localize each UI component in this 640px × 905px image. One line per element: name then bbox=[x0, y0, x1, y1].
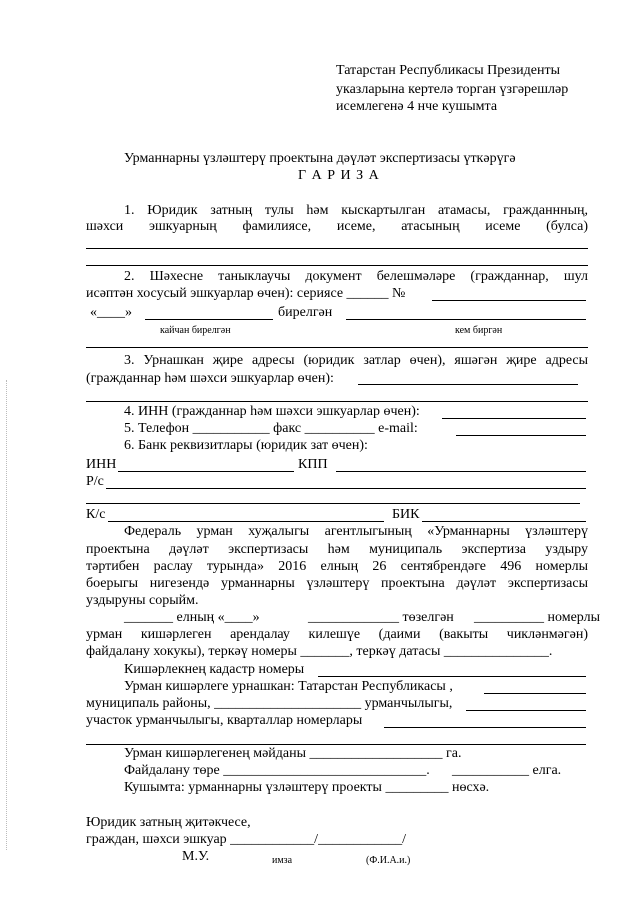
location-field[interactable] bbox=[484, 693, 586, 694]
item-3-line-1: 3. Урнашкан җире адресы (юридик затлар өчен), яшәгән җире адресы bbox=[124, 353, 588, 368]
caption-issue-date: кайчан бирелгән bbox=[160, 325, 231, 336]
lease-number-label: __________ номерлы bbox=[474, 610, 601, 625]
issue-date-field[interactable] bbox=[145, 319, 273, 320]
location-label: Урман кишәрлеге урнашкан: Татарстан Республикасы , bbox=[124, 679, 453, 694]
use-type-label: Файдалану төре _____________________________. bbox=[124, 763, 430, 778]
item-2-line-1: 2. Шәхесне таныклаучы документ белешмәләре (гражданнар, шул bbox=[124, 269, 588, 284]
lease-line-2: урман кишәрлеген арендалау килешүе (даими (вакыты чикләнмәгән) bbox=[86, 627, 588, 642]
signature-title: Юридик затның җитәкчесе, bbox=[86, 815, 251, 830]
rs-field[interactable] bbox=[106, 488, 586, 489]
header-line-2: указларына кертелә торган үзгәрешләр bbox=[336, 82, 569, 97]
caption-signature: имза bbox=[272, 855, 293, 866]
district-label: муниципаль районы, _____________________ урманчылыгы, bbox=[86, 696, 453, 711]
item-5-label: 5. Телефон ___________ факс __________ e-mail: bbox=[124, 421, 418, 436]
request-line-2: проектына дәүләт экспертизасы һәм муниципаль экспертиза уздыру bbox=[86, 542, 588, 557]
item-1-fill-line-1[interactable] bbox=[86, 248, 588, 249]
district-field[interactable] bbox=[466, 710, 586, 711]
bank-fill-line[interactable] bbox=[86, 503, 580, 504]
caption-issued-by: кем биргән bbox=[455, 325, 503, 336]
quarters-fill-line[interactable] bbox=[86, 744, 586, 745]
ks-label: К/с bbox=[86, 507, 106, 522]
lease-concluded-label: _____________ төзелгән bbox=[308, 610, 454, 625]
document-title: Урманнарны үзләштерү проектына дәүләт экспертизасы үткәрүгә bbox=[124, 151, 516, 166]
use-years-field: ___________ елга. bbox=[452, 763, 562, 778]
issued-by-field[interactable] bbox=[346, 319, 586, 320]
bank-inn-field[interactable] bbox=[118, 471, 294, 472]
bik-field[interactable] bbox=[422, 521, 586, 522]
item-2-series-label: исәптән хосусый эшкуарлар өчен): сериясе ______ № bbox=[86, 286, 406, 301]
address-fill-line[interactable] bbox=[86, 401, 588, 402]
stamp-place: М.У. bbox=[182, 849, 210, 864]
issue-day-field: «____» bbox=[90, 305, 132, 320]
item-4-label: 4. ИНН (гражданнар һәм шәхси эшкуарлар өчен): bbox=[124, 404, 420, 419]
item-1-line-1: 1. Юридик затның тулы һәм кыскартылган атамасы, гражданнның, bbox=[124, 203, 588, 218]
request-line-1: Федераль урман хуҗалыгы агентлыгының «Урманнарны үзләштерү bbox=[124, 524, 588, 539]
document-number-field[interactable] bbox=[432, 300, 586, 301]
area-label: Урман кишәрлегенең мәйданы ___________________ га. bbox=[124, 746, 462, 761]
item-6-label: 6. Банк реквизитлары (юридик зат өчен): bbox=[124, 438, 368, 453]
ks-field[interactable] bbox=[108, 521, 384, 522]
kpp-label: КПП bbox=[298, 457, 328, 472]
inn-field[interactable] bbox=[442, 418, 586, 419]
lease-line-3: файдалану хокукы), теркәү номеры _______, теркәү датасы _______________. bbox=[86, 644, 553, 659]
cadastral-field[interactable] bbox=[318, 676, 586, 677]
header-line-1: Татарстан Республикасы Президенты bbox=[336, 63, 560, 78]
request-line-3: тәртибен раслау турында» 2016 елның 26 сентябрендәге 496 номерлы bbox=[86, 559, 588, 574]
item-3-line-2: (гражданнар һәм шәхси эшкуарлар өчен): bbox=[86, 371, 334, 386]
attachment-label: Кушымта: урманнарны үзләштерү проекты _________ нөсхә. bbox=[124, 780, 490, 795]
rs-label: Р/с bbox=[86, 474, 104, 489]
document-heading: Г А Р И З А bbox=[298, 168, 380, 183]
inn-label: ИНН bbox=[86, 457, 117, 472]
lease-date-field: _______ елның «____» bbox=[124, 610, 260, 625]
caption-full-name: (Ф.И.А.и.) bbox=[366, 855, 411, 866]
header-line-3: исемлегенә 4 нче кушымта bbox=[336, 99, 498, 114]
request-line-4: боерыгы нигезендә урманнарны үзләштерү проектына дәүләт экспертизасы bbox=[86, 576, 588, 591]
cadastral-label: Кишәрлекнең кадастр номеры bbox=[124, 662, 305, 677]
item-1-line-2: шәхси эшкуарның фамилиясе, исеме, атасының исеме (булса) bbox=[86, 219, 588, 234]
request-line-5: уздыруны сорыйм. bbox=[86, 593, 199, 608]
email-field[interactable] bbox=[456, 435, 586, 436]
kpp-field[interactable] bbox=[336, 471, 586, 472]
item-2-fill-line[interactable] bbox=[86, 347, 588, 348]
address-field[interactable] bbox=[358, 384, 578, 385]
bik-label: БИК bbox=[392, 507, 420, 522]
item-1-fill-line-2[interactable] bbox=[86, 265, 588, 266]
issued-label: бирелгән bbox=[278, 305, 333, 320]
signature-line: граждан, шәхси эшкуар ____________/____________/ bbox=[86, 832, 406, 847]
quarters-field[interactable] bbox=[384, 727, 586, 728]
binding-margin bbox=[6, 380, 7, 850]
uchastok-label: участок урманчылыгы, кварталлар номерлары bbox=[86, 713, 363, 728]
